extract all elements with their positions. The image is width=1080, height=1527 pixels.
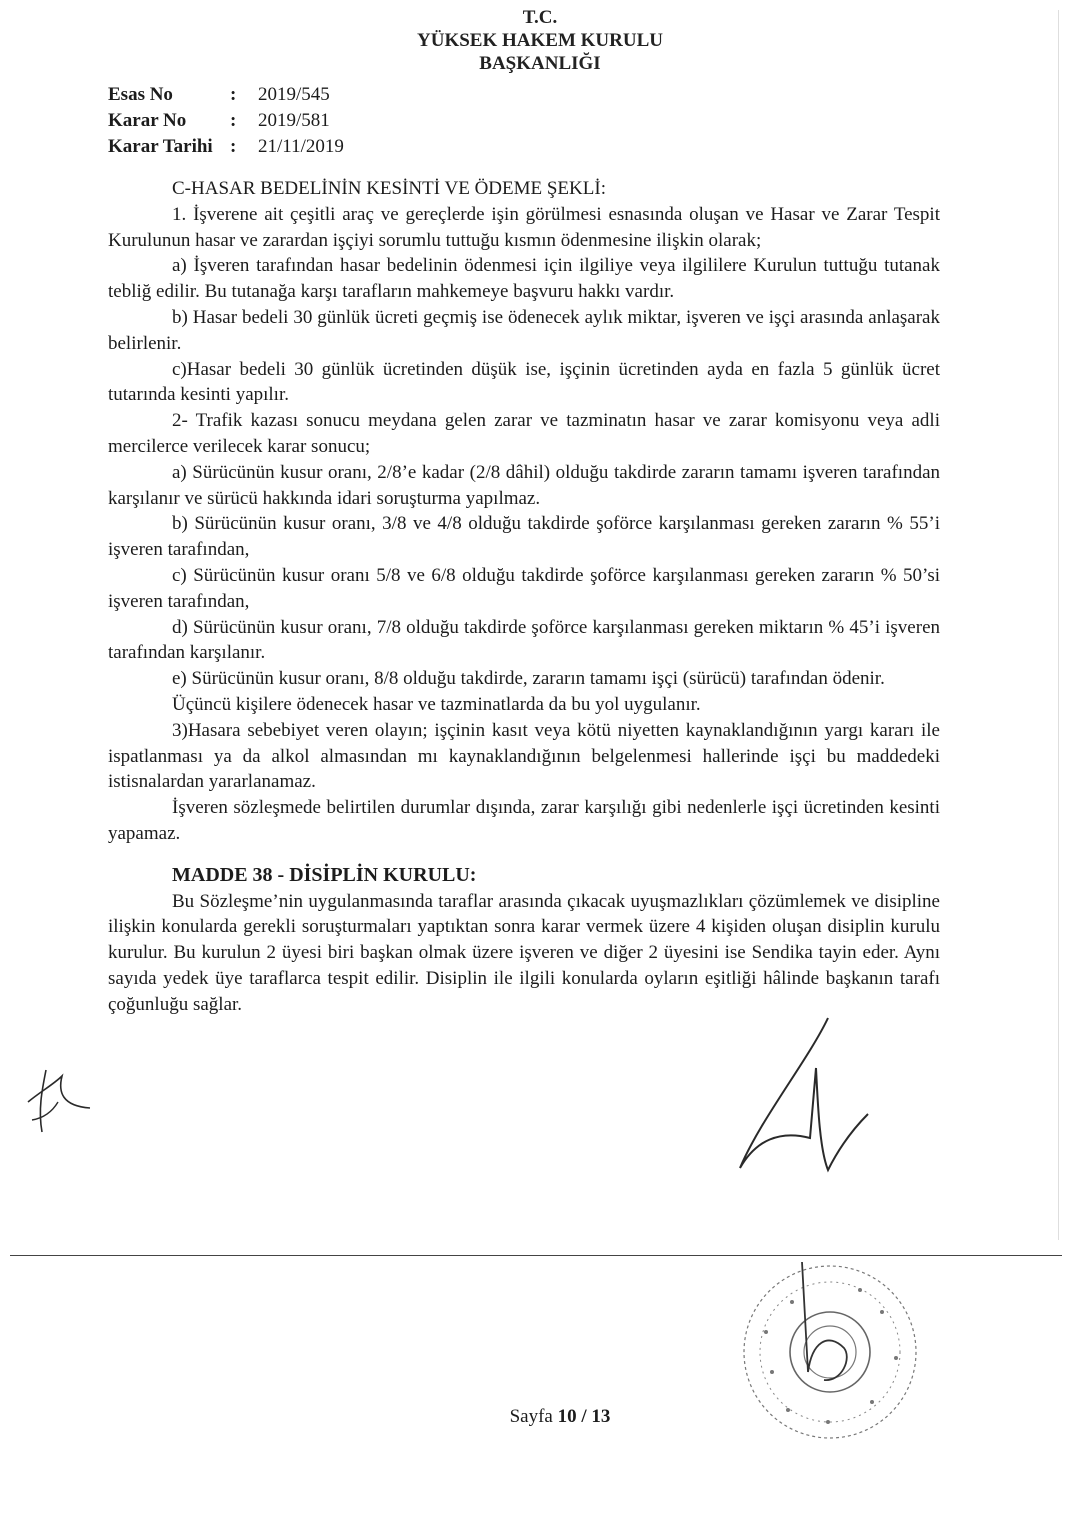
meta-value: 21/11/2019 xyxy=(258,136,344,157)
paragraph-c-1c: c)Hasar bedeli 30 günlük ücretinden düşük ise, işçinin ücretinden ayda en fazla 5 günlük ücret tutarında kesinti yapılır. xyxy=(108,358,940,406)
paragraph-c-1: 1. İşverene ait çeşitli araç ve gereçlerde işin görülmesi esnasında oluşan ve Hasar ve Zarar Tespit Kurulunun hasar ve zarardan işçiyi sorumlu tuttuğu kısmın ödenmesine ilişkin olarak; xyxy=(108,203,940,251)
paragraph-c-1a: a) İşveren tarafından hasar bedelinin ödenmesi için ilgiliye veya ilgililere Kurulun tuttuğu tutanak tebliğ edilir. Bu tutanağa karşı tarafların mahkemeye başvuru hakkı vardır. xyxy=(108,255,940,303)
meta-key: Karar Tarihi xyxy=(108,136,213,157)
meta-sep: : xyxy=(230,84,237,105)
paragraph-c-2a: a) Sürücünün kusur oranı, 2/8’e kadar (2/8 dâhil) olduğu takdirde zararın tamamı işveren tarafından karşılanır ve sürücü hakkında idari soruşturma yapılmaz. xyxy=(108,461,940,509)
meta-row-karar xyxy=(108,108,378,134)
case-meta xyxy=(108,82,378,160)
meta-key: Karar No xyxy=(108,110,187,131)
official-signature xyxy=(720,1010,890,1180)
page-total: 13 xyxy=(591,1406,611,1427)
page-label: Sayfa xyxy=(509,1406,553,1427)
paragraph-c-2d: d) Sürücünün kusur oranı, 7/8 olduğu takdirde şoförce karşılanması gereken miktarın % 45’i işveren tarafından karşılanır. xyxy=(108,616,940,664)
paragraph-c-2c: c) Sürücünün kusur oranı 5/8 ve 6/8 olduğu takdirde şoförce karşılanması gereken zararın % 50’si işveren tarafından, xyxy=(108,564,940,612)
meta-value: 2019/545 xyxy=(258,84,330,105)
page-number xyxy=(470,1406,650,1428)
footer-divider xyxy=(10,1255,1062,1256)
margin-initials-signature xyxy=(18,1062,98,1142)
paragraph-c-2f: Üçüncü kişilere ödenecek hasar ve tazminatlarda da bu yol uygulanır. xyxy=(172,693,701,715)
paragraph-c-2e: e) Sürücünün kusur oranı, 8/8 olduğu takdirde, zararın tamamı işçi (sürücü) tarafından ödenir. xyxy=(172,668,885,690)
meta-sep: : xyxy=(230,110,237,131)
document-body xyxy=(108,176,940,1018)
header-line-tc: T.C. xyxy=(522,7,558,28)
meta-row-esas xyxy=(108,82,378,108)
paragraph-c-3: 3)Hasara sebebiyet veren olayın; işçinin kasıt veya kötü niyetten kaynaklandığının yargı kararı ile ispatlanması ya da alkol almasından mı kaynaklandığının belgelenmesi hallerinde işçi bu maddedeki istisnalardan yararlanamaz. xyxy=(108,719,940,793)
document-header xyxy=(360,6,720,75)
paragraph-c-1b: b) Hasar bedeli 30 günlük ücreti geçmiş ise ödenecek aylık miktar, işveren ve işçi arasında anlaşarak belirlenir. xyxy=(108,306,940,354)
meta-row-karar-tarihi xyxy=(108,134,378,160)
paragraph-madde-38: Bu Sözleşme’nin uygulanmasında taraflar arasında çıkacak uyuşmazlıkları çözümlemek ve disipline ilişkin konularda gerekli soruşturmaları yaptıktan sonra karar vermek üzere 4 kişiden oluşan disiplin kurulu kurulur. Bu kurulun 2 üyesi biri başkan olmak üzere işveren ve diğer 2 üyesini ise Sendika tayin eder. Aynı sayıda yedek üye taraflarca tespit edilir. Disiplin ile ilgili konularda oyların eşitliği hâlinde başkanın tarafı çoğunluğu sağlar. xyxy=(108,890,940,1015)
header-line-presidency: BAŞKANLIĞI xyxy=(479,53,601,74)
paragraph-c-2b: b) Sürücünün kusur oranı, 3/8 ve 4/8 olduğu takdirde şoförce karşılanması gereken zararın % 55’i işveren tarafından, xyxy=(108,513,940,561)
section-c-title: C-HASAR BEDELİNİN KESİNTİ VE ÖDEME ŞEKLİ: xyxy=(172,178,606,199)
page-separator: / xyxy=(581,1406,587,1427)
paragraph-c-4: İşveren sözleşmede belirtilen durumlar dışında, zarar karşılığı gibi nedenlerle işçi ücretinden kesinti yapamaz. xyxy=(108,797,940,844)
paragraph-c-2: 2- Trafik kazası sonucu meydana gelen zarar ve tazminatın hasar ve zarar komisyonu veya adli mercilerce verilecek karar sonucu; xyxy=(108,410,940,457)
madde-38-title: MADDE 38 - DİSİPLİN KURULU: xyxy=(172,863,477,886)
page-current: 10 xyxy=(557,1406,577,1427)
meta-key: Esas No xyxy=(108,84,173,105)
official-seal-stamp xyxy=(732,1262,928,1442)
meta-sep: : xyxy=(230,136,237,157)
meta-value: 2019/581 xyxy=(258,110,330,131)
scan-edge-line xyxy=(1058,10,1059,1240)
header-line-institution: YÜKSEK HAKEM KURULU xyxy=(417,30,663,51)
